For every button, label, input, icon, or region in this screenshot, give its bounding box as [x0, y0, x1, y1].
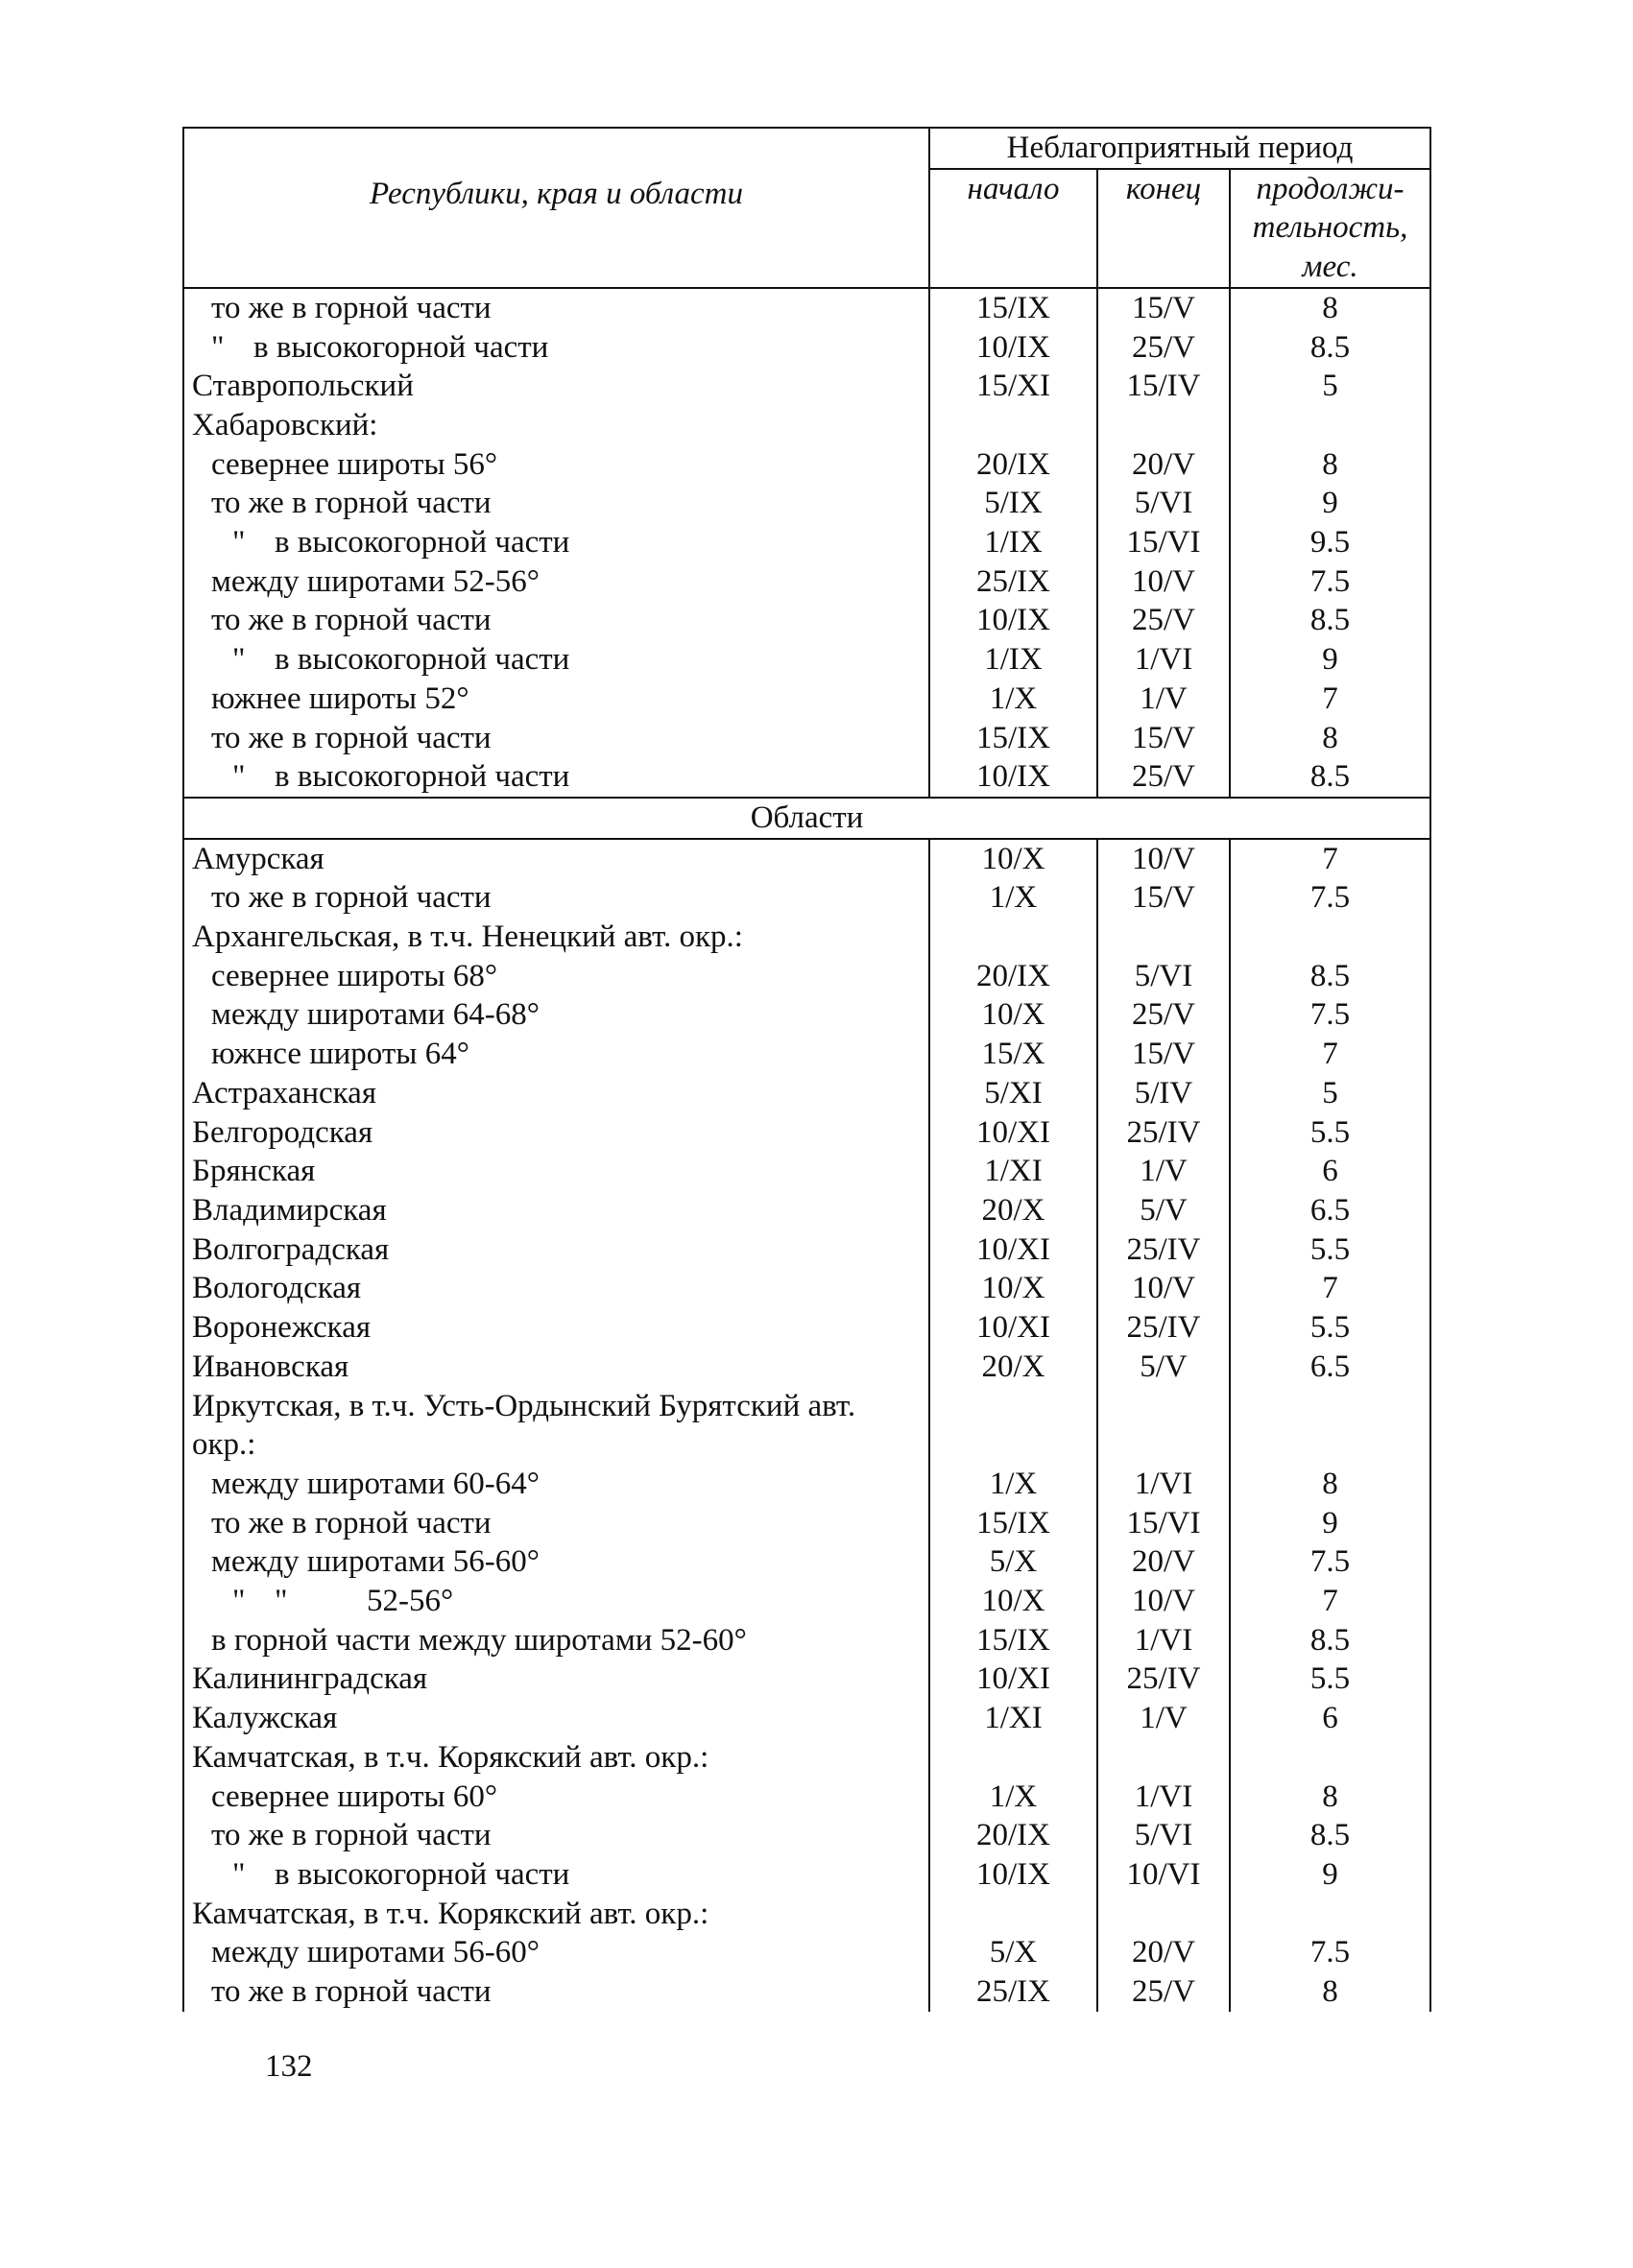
- region-name: [183, 918, 929, 957]
- region-name-text: " 52-56°: [275, 1584, 454, 1619]
- period-end: 15/IV: [1097, 367, 1230, 406]
- region-name: [183, 1972, 929, 2012]
- table-row: [183, 1659, 1430, 1699]
- ditto-mark: ": [232, 642, 246, 678]
- period-start: 1/X: [929, 680, 1097, 719]
- period-duration: 7.5: [1230, 995, 1430, 1035]
- region-name-text: Камчатская, в т.ч. Корякский авт. окр.:: [192, 1896, 709, 1931]
- table-row: [183, 1035, 1430, 1074]
- region-name-text: севернее широты 56°: [211, 446, 498, 482]
- table-body-republics: [183, 288, 1430, 798]
- period-duration: 9: [1230, 640, 1430, 680]
- table-row: [183, 1387, 1430, 1426]
- period-start: 5/X: [929, 1933, 1097, 1972]
- period-duration: 7: [1230, 680, 1430, 719]
- period-start: 15/IX: [929, 719, 1097, 758]
- table-row: [183, 1504, 1430, 1543]
- period-start: 1/X: [929, 1778, 1097, 1817]
- period-start: 10/XI: [929, 1308, 1097, 1348]
- period-end: 10/V: [1097, 1269, 1230, 1308]
- period-start: 5/IX: [929, 484, 1097, 523]
- region-name: [183, 1699, 929, 1738]
- region-name: [183, 640, 929, 680]
- period-start: 10/X: [929, 995, 1097, 1035]
- header-end: конец: [1097, 169, 1230, 288]
- region-name-text: то же в горной части: [211, 603, 492, 638]
- period-end: 20/V: [1097, 1542, 1230, 1582]
- region-name-text: то же в горной части: [211, 290, 492, 325]
- region-name: [183, 1855, 929, 1895]
- region-name-text: Амурская: [192, 841, 324, 876]
- period-duration: 5: [1230, 1074, 1430, 1113]
- period-end: 1/VI: [1097, 1621, 1230, 1660]
- region-name-text: Белгородская: [192, 1114, 373, 1150]
- period-end: [1097, 1738, 1230, 1778]
- region-name-text: между широтами 52-56°: [211, 563, 540, 599]
- period-end: [1097, 1387, 1230, 1426]
- period-duration: 9: [1230, 484, 1430, 523]
- region-name: [183, 328, 929, 368]
- period-start: 5/X: [929, 1542, 1097, 1582]
- region-name-text: Ивановская: [192, 1349, 349, 1384]
- period-duration: 8: [1230, 1778, 1430, 1817]
- table-row: [183, 367, 1430, 406]
- period-end: 5/IV: [1097, 1074, 1230, 1113]
- region-name-text: Калининградская: [192, 1661, 428, 1697]
- period-end: 1/V: [1097, 680, 1230, 719]
- region-name-text: между широтами 56-60°: [211, 1935, 540, 1970]
- table-row: [183, 1074, 1430, 1113]
- period-duration: 9.5: [1230, 523, 1430, 562]
- period-duration: 8: [1230, 445, 1430, 485]
- region-name: [183, 1269, 929, 1308]
- table-row: [183, 719, 1430, 758]
- region-name-text: окр.:: [192, 1427, 256, 1463]
- period-end: 10/V: [1097, 839, 1230, 879]
- region-name: [183, 1778, 929, 1817]
- period-end: 1/VI: [1097, 1778, 1230, 1817]
- region-name-text: Хабаровский:: [192, 407, 378, 442]
- header-duration: продолжи-тельность, мес.: [1230, 169, 1430, 288]
- period-start: 1/IX: [929, 523, 1097, 562]
- period-end: 15/VI: [1097, 523, 1230, 562]
- table-row: [183, 601, 1430, 640]
- ditto-mark: ": [232, 1856, 246, 1892]
- period-start: 10/X: [929, 1269, 1097, 1308]
- period-start: 20/IX: [929, 1816, 1097, 1855]
- period-duration: 7.5: [1230, 562, 1430, 602]
- period-end: 1/VI: [1097, 1465, 1230, 1504]
- period-start: [929, 1895, 1097, 1934]
- period-end: 15/VI: [1097, 1504, 1230, 1543]
- region-name-text: в высокогорной части: [253, 329, 549, 365]
- period-duration: 8.5: [1230, 328, 1430, 368]
- table-row: [183, 1895, 1430, 1934]
- table-row: [183, 1113, 1430, 1153]
- table-row: [183, 1855, 1430, 1895]
- region-name-text: Иркутская, в т.ч. Усть-Ордынский Бурятский авт.: [192, 1388, 856, 1423]
- table-row: [183, 1738, 1430, 1778]
- region-name-text: Вологодская: [192, 1271, 362, 1306]
- period-duration: 8: [1230, 1972, 1430, 2012]
- period-start: 10/XI: [929, 1659, 1097, 1699]
- period-start: [929, 1738, 1097, 1778]
- table-row: [183, 1542, 1430, 1582]
- region-name: [183, 878, 929, 918]
- table-row: [183, 1465, 1430, 1504]
- period-end: 15/V: [1097, 1035, 1230, 1074]
- period-end: 25/V: [1097, 757, 1230, 798]
- region-name: [183, 1895, 929, 1934]
- region-name-text: в высокогорной части: [275, 1856, 570, 1892]
- table-row: [183, 1348, 1430, 1387]
- region-name: [183, 1191, 929, 1230]
- table-row: [183, 878, 1430, 918]
- region-name-text: севернее широты 68°: [211, 958, 498, 993]
- table-row: [183, 484, 1430, 523]
- region-name-text: то же в горной части: [211, 486, 492, 521]
- period-end: 5/V: [1097, 1191, 1230, 1230]
- period-end: [1097, 1425, 1230, 1465]
- period-duration: 6.5: [1230, 1348, 1430, 1387]
- region-name: [183, 288, 929, 328]
- table-row: [183, 1933, 1430, 1972]
- period-end: [1097, 406, 1230, 445]
- period-duration: 9: [1230, 1855, 1430, 1895]
- period-end: 5/V: [1097, 1348, 1230, 1387]
- period-start: 5/XI: [929, 1074, 1097, 1113]
- region-name: [183, 1308, 929, 1348]
- region-name-text: Астраханская: [192, 1075, 377, 1110]
- table-row: [183, 1230, 1430, 1270]
- period-duration: 7.5: [1230, 1933, 1430, 1972]
- table-row: [183, 562, 1430, 602]
- region-name-text: в высокогорной части: [275, 642, 570, 678]
- period-start: 15/IX: [929, 288, 1097, 328]
- period-end: 25/V: [1097, 328, 1230, 368]
- period-start: 10/IX: [929, 1855, 1097, 1895]
- region-name-text: то же в горной части: [211, 1818, 492, 1853]
- header-regions: Республики, края и области: [183, 128, 929, 288]
- region-name-text: то же в горной части: [211, 1974, 492, 2010]
- period-duration: 8: [1230, 1465, 1430, 1504]
- region-name: [183, 719, 929, 758]
- period-end: 10/V: [1097, 562, 1230, 602]
- period-duration: [1230, 918, 1430, 957]
- section-header: [183, 798, 1430, 839]
- table-row: [183, 1152, 1430, 1191]
- period-start: 15/IX: [929, 1504, 1097, 1543]
- region-name: [183, 445, 929, 485]
- period-end: 10/VI: [1097, 1855, 1230, 1895]
- period-start: 1/X: [929, 1465, 1097, 1504]
- period-start: 1/X: [929, 878, 1097, 918]
- period-end: 25/IV: [1097, 1659, 1230, 1699]
- page-number: 132: [265, 2049, 313, 2084]
- period-start: 10/IX: [929, 601, 1097, 640]
- period-start: 10/XI: [929, 1113, 1097, 1153]
- region-name: [183, 1074, 929, 1113]
- period-end: 5/VI: [1097, 484, 1230, 523]
- period-duration: [1230, 1738, 1430, 1778]
- table-row: [183, 1425, 1430, 1465]
- region-name: [183, 562, 929, 602]
- region-name-text: Архангельская, в т.ч. Ненецкий авт. окр.:: [192, 919, 743, 955]
- period-duration: 7: [1230, 1269, 1430, 1308]
- period-end: 25/V: [1097, 601, 1230, 640]
- period-start: 25/IX: [929, 562, 1097, 602]
- region-name: [183, 839, 929, 879]
- region-name: [183, 1152, 929, 1191]
- table-row: [183, 1972, 1430, 2012]
- period-duration: 6: [1230, 1699, 1430, 1738]
- period-duration: 7.5: [1230, 878, 1430, 918]
- region-name: [183, 1504, 929, 1543]
- period-end: 25/V: [1097, 995, 1230, 1035]
- region-name-text: южнсе широты 64°: [211, 1037, 469, 1072]
- period-end: 15/V: [1097, 719, 1230, 758]
- table-row: [183, 288, 1430, 328]
- period-duration: [1230, 1895, 1430, 1934]
- period-start: 15/XI: [929, 367, 1097, 406]
- period-duration: 5.5: [1230, 1308, 1430, 1348]
- period-duration: [1230, 1425, 1430, 1465]
- period-start: [929, 918, 1097, 957]
- header-start: начало: [929, 169, 1097, 288]
- ditto-mark: ": [232, 525, 246, 561]
- period-end: 5/VI: [1097, 1816, 1230, 1855]
- period-start: [929, 406, 1097, 445]
- region-name: [183, 1933, 929, 1972]
- region-name-text: в высокогорной части: [275, 525, 570, 561]
- region-name: [183, 367, 929, 406]
- table-row: [183, 1816, 1430, 1855]
- region-name-text: Волгоградская: [192, 1231, 390, 1267]
- region-name: [183, 1621, 929, 1660]
- period-duration: 7: [1230, 839, 1430, 879]
- table-row: [183, 1582, 1430, 1621]
- climate-period-table: [182, 127, 1431, 2012]
- period-duration: 8.5: [1230, 1816, 1430, 1855]
- ditto-mark: ": [232, 1584, 246, 1619]
- table-row: [183, 406, 1430, 445]
- ditto-mark: ": [232, 759, 246, 795]
- period-duration: 8.5: [1230, 957, 1430, 996]
- region-name: [183, 1348, 929, 1387]
- period-end: 5/VI: [1097, 957, 1230, 996]
- period-end: 25/IV: [1097, 1230, 1230, 1270]
- period-duration: 7.5: [1230, 1542, 1430, 1582]
- header-unfavorable-period: Неблагоприятный период: [929, 128, 1430, 169]
- region-name-text: то же в горной части: [211, 880, 492, 916]
- period-start: 15/IX: [929, 1621, 1097, 1660]
- period-duration: 6.5: [1230, 1191, 1430, 1230]
- period-duration: 8.5: [1230, 757, 1430, 798]
- region-name: [183, 757, 929, 798]
- table-row: [183, 1269, 1430, 1308]
- period-end: 1/V: [1097, 1152, 1230, 1191]
- region-name-text: Ставропольский: [192, 369, 414, 404]
- period-start: 1/XI: [929, 1699, 1097, 1738]
- region-name: [183, 1425, 929, 1465]
- period-duration: [1230, 406, 1430, 445]
- period-start: 1/XI: [929, 1152, 1097, 1191]
- period-duration: 5.5: [1230, 1113, 1430, 1153]
- period-start: 20/X: [929, 1191, 1097, 1230]
- period-start: [929, 1425, 1097, 1465]
- table-row: [183, 1308, 1430, 1348]
- period-duration: 5: [1230, 367, 1430, 406]
- region-name-text: Владимирская: [192, 1192, 387, 1228]
- table-row: [183, 918, 1430, 957]
- table-body-oblasts: [183, 839, 1430, 2012]
- period-duration: 7: [1230, 1582, 1430, 1621]
- period-duration: 8: [1230, 288, 1430, 328]
- region-name: [183, 1035, 929, 1074]
- region-name-text: Брянская: [192, 1154, 316, 1189]
- period-start: 10/XI: [929, 1230, 1097, 1270]
- table-row: [183, 523, 1430, 562]
- table-row: [183, 1778, 1430, 1817]
- region-name: [183, 1387, 929, 1426]
- region-name-text: в горной части между широтами 52-60°: [211, 1622, 747, 1658]
- table-row: [183, 1621, 1430, 1660]
- period-end: 20/V: [1097, 445, 1230, 485]
- region-name: [183, 484, 929, 523]
- period-end: 25/V: [1097, 1972, 1230, 2012]
- table-row: [183, 757, 1430, 798]
- table-row: [183, 957, 1430, 996]
- region-name: [183, 523, 929, 562]
- period-end: [1097, 1895, 1230, 1934]
- period-duration: 8.5: [1230, 1621, 1430, 1660]
- period-end: 20/V: [1097, 1933, 1230, 1972]
- period-start: 20/IX: [929, 445, 1097, 485]
- region-name: [183, 406, 929, 445]
- period-duration: 6: [1230, 1152, 1430, 1191]
- period-duration: 8: [1230, 719, 1430, 758]
- table-header: [183, 128, 1430, 288]
- section-title: Области: [183, 798, 1430, 839]
- region-name: [183, 1738, 929, 1778]
- period-duration: 8.5: [1230, 601, 1430, 640]
- period-end: 25/IV: [1097, 1113, 1230, 1153]
- period-duration: 5.5: [1230, 1659, 1430, 1699]
- period-start: 1/IX: [929, 640, 1097, 680]
- region-name-text: севернее широты 60°: [211, 1779, 498, 1814]
- table-row: [183, 1699, 1430, 1738]
- table-row: [183, 839, 1430, 879]
- table-row: [183, 1191, 1430, 1230]
- period-duration: [1230, 1387, 1430, 1426]
- period-duration: 5.5: [1230, 1230, 1430, 1270]
- region-name: [183, 1816, 929, 1855]
- region-name-text: Камчатская, в т.ч. Корякский авт. окр.:: [192, 1739, 709, 1775]
- table-row: [183, 995, 1430, 1035]
- period-start: 15/X: [929, 1035, 1097, 1074]
- region-name-text: Калужская: [192, 1701, 338, 1736]
- region-name: [183, 680, 929, 719]
- region-name: [183, 1230, 929, 1270]
- period-duration: 7: [1230, 1035, 1430, 1074]
- region-name-text: между широтами 56-60°: [211, 1544, 540, 1580]
- table-row: [183, 680, 1430, 719]
- region-name: [183, 1113, 929, 1153]
- region-name-text: то же в горной части: [211, 1505, 492, 1540]
- ditto-mark: ": [211, 329, 225, 365]
- region-name-text: в высокогорной части: [275, 759, 570, 795]
- period-end: 10/V: [1097, 1582, 1230, 1621]
- region-name: [183, 601, 929, 640]
- period-start: 10/X: [929, 1582, 1097, 1621]
- region-name-text: между широтами 60-64°: [211, 1466, 540, 1501]
- period-start: 10/X: [929, 839, 1097, 879]
- period-start: 20/X: [929, 1348, 1097, 1387]
- period-start: 25/IX: [929, 1972, 1097, 2012]
- period-duration: 9: [1230, 1504, 1430, 1543]
- region-name: [183, 1542, 929, 1582]
- region-name-text: южнее широты 52°: [211, 680, 469, 716]
- period-end: 25/IV: [1097, 1308, 1230, 1348]
- region-name: [183, 1582, 929, 1621]
- table-row: [183, 640, 1430, 680]
- region-name-text: то же в горной части: [211, 720, 492, 755]
- period-start: 20/IX: [929, 957, 1097, 996]
- period-start: [929, 1387, 1097, 1426]
- region-name: [183, 957, 929, 996]
- period-start: 10/IX: [929, 328, 1097, 368]
- period-end: 1/V: [1097, 1699, 1230, 1738]
- period-start: 10/IX: [929, 757, 1097, 798]
- period-end: [1097, 918, 1230, 957]
- region-name-text: между широтами 64-68°: [211, 997, 540, 1033]
- period-end: 15/V: [1097, 288, 1230, 328]
- region-name: [183, 1659, 929, 1699]
- table-row: [183, 328, 1430, 368]
- table-row: [183, 445, 1430, 485]
- region-name-text: Воронежская: [192, 1310, 372, 1346]
- period-end: 1/VI: [1097, 640, 1230, 680]
- region-name: [183, 1465, 929, 1504]
- region-name: [183, 995, 929, 1035]
- period-end: 15/V: [1097, 878, 1230, 918]
